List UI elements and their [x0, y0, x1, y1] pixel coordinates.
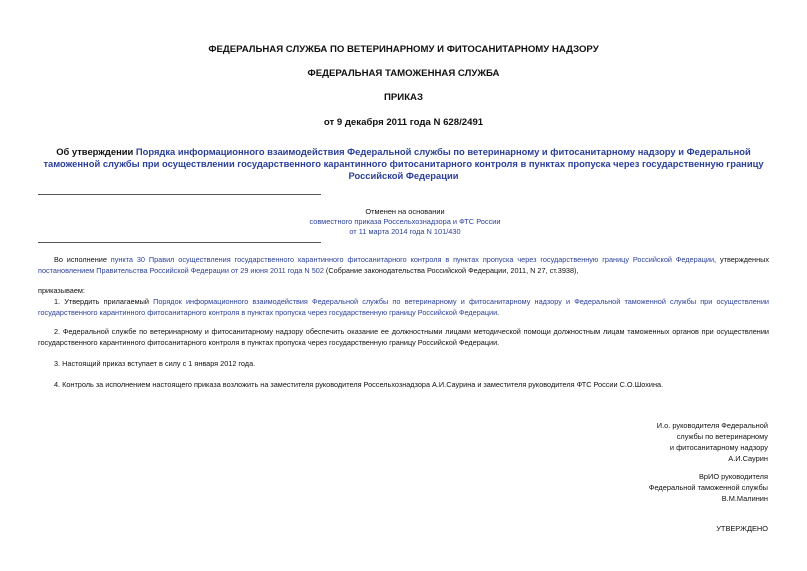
order-word: приказываем:	[38, 286, 85, 295]
signature-block-2	[649, 471, 768, 504]
preamble-link-rules[interactable]: пункта 30 Правил осуществления государственного карантинного фитосанитарного контроля в пунктах пропуска через государственную границу Российской Федерации	[110, 255, 715, 264]
signature-block-1	[657, 420, 768, 464]
signature-2-line1: ВрИО руководителя	[698, 472, 768, 481]
title-prefix: Об утверждении	[56, 146, 136, 157]
signature-1-name: А.И.Саурин	[728, 454, 768, 463]
preamble-text-3: (Собрание законодательства Российской Федерации, 2011, N 27, ст.3938),	[323, 266, 579, 275]
cancel-note-link-date[interactable]: от 11 марта 2014 года N 101/430	[349, 227, 461, 237]
document-type: ПРИКАЗ	[384, 92, 423, 103]
cancel-note	[180, 207, 630, 238]
item-3-text: 3. Настоящий приказ вступает в силу с 1 января 2012 года.	[54, 359, 256, 368]
preamble-link-decree[interactable]: постановлением Правительства Российской Федерации от 29 июня 2011 года N 502	[38, 266, 324, 275]
document-date-number: от 9 декабря 2011 года N 628/2491	[323, 117, 484, 128]
cancel-note-line1: Отменен на основании	[365, 207, 445, 216]
agency-heading-2: ФЕДЕРАЛЬНАЯ ТАМОЖЕННАЯ СЛУЖБА	[307, 68, 500, 79]
item-1-paragraph	[38, 296, 769, 318]
signature-2-line2: Федеральной таможенной службы	[648, 483, 768, 492]
cancel-note-link[interactable]: совместного приказа Россельхознадзора и ФТС России	[309, 217, 501, 227]
approved-label: УТВЕРЖДЕНО	[716, 524, 768, 533]
item-4-paragraph	[38, 379, 769, 390]
signature-1-line1: И.о. руководителя Федеральной	[656, 421, 768, 430]
preamble-text-1: Во исполнение	[54, 255, 111, 264]
signature-1-line2: службы по ветеринарному	[676, 432, 768, 441]
item-1-prefix: 1. Утвердить прилагаемый	[54, 297, 154, 306]
signature-1-line3: и фитосанитарному надзору	[669, 443, 768, 452]
divider-top	[38, 194, 321, 195]
preamble-text-2: , утвержденных	[714, 255, 769, 264]
document-title	[36, 146, 771, 182]
item-4-text: 4. Контроль за исполнением настоящего приказа возложить на заместителя руководителя Россельхознадзора А.И.Саурина и заместителя руководителя ФТС России С.О.Шохина.	[54, 380, 664, 389]
item-3-paragraph	[38, 358, 769, 369]
preamble-paragraph	[38, 254, 769, 276]
agency-heading-1: ФЕДЕРАЛЬНАЯ СЛУЖБА ПО ВЕТЕРИНАРНОМУ И ФИТОСАНИТАРНОМУ НАДЗОРУ	[208, 44, 599, 55]
divider-bottom	[38, 242, 321, 243]
item-2-text: 2. Федеральной службе по ветеринарному и фитосанитарному надзору обеспечить оказание ее должностными лицами методической помощи должностным лицам таможенных органов при осуществлении государственного карантинного фитосанитарного контроля в пунктах пропуска через государственную границу Российской Федерации.	[38, 327, 769, 347]
item-1-suffix: .	[497, 308, 500, 317]
signature-2-name: В.М.Малинин	[721, 494, 768, 503]
item-2-paragraph	[38, 326, 769, 348]
item-1-link[interactable]: Порядок информационного взаимодействия Федеральной службы по ветеринарному и фитосанитарному надзору и Федеральной таможенной службы при осуществлении государственного карантинного фитосанитарного контроля в пунктах пропуска через государственную границу Российской Федерации	[38, 297, 769, 317]
title-link[interactable]: Порядка информационного взаимодействия Федеральной службы по ветеринарному и фитосанитарному надзору и Федеральной таможенной службы при осуществлении государственного карантинного фитосанитарного контроля в пунктах пропуска через государственную границу Российской Федерации	[43, 146, 764, 181]
